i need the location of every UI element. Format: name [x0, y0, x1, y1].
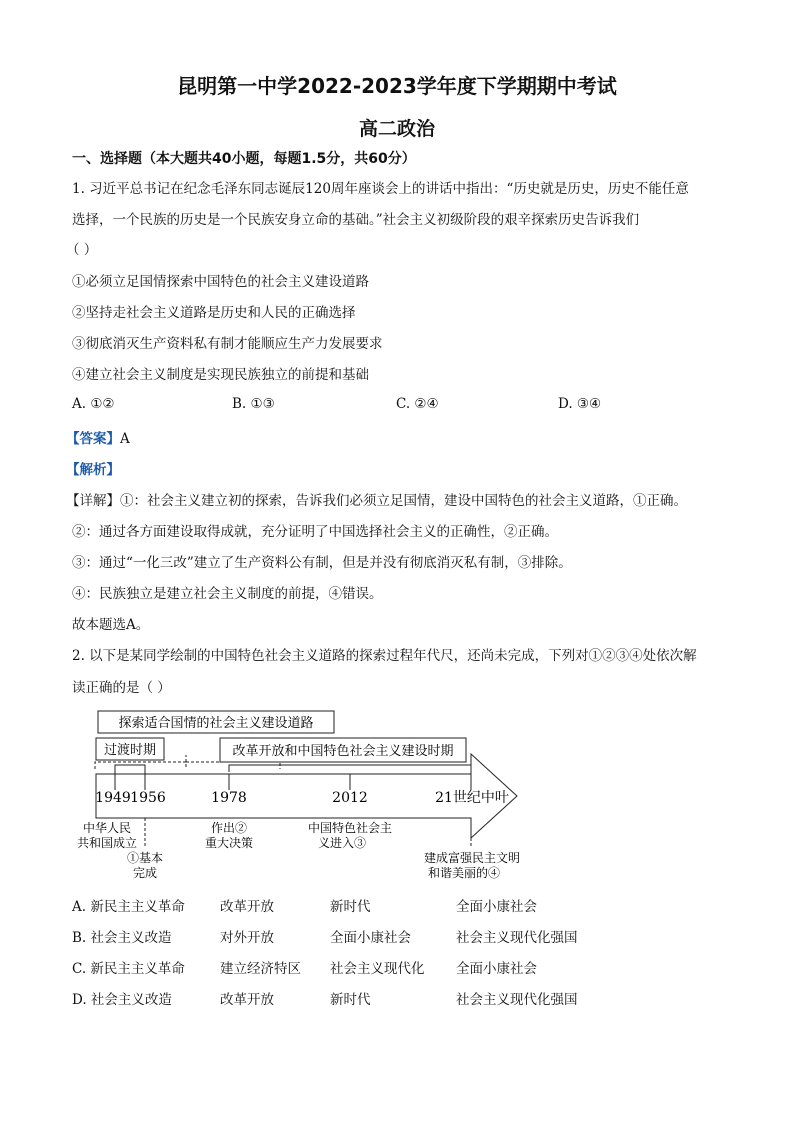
q2-option-a-col2: 改革开放: [220, 899, 274, 915]
q2-option-c-col3: 社会主义现代化: [330, 961, 425, 977]
label-1949-b: 共和国成立: [76, 836, 138, 850]
timeline-box-transition-label: 过渡时期: [103, 743, 157, 758]
q2-option-b-col3: 全面小康社会: [330, 930, 411, 946]
q2-option-d-col3: 新时代: [330, 992, 371, 1008]
q2-stem-line2: 读正确的是（ ）: [72, 680, 171, 696]
q1-item-4: ④建立社会主义制度是实现民族独立的前提和基础: [72, 367, 369, 383]
q2-option-b-col2: 对外开放: [220, 930, 274, 946]
q2-option-c-col4: 全面小康社会: [456, 961, 537, 977]
q2-option-a-col3: 新时代: [330, 899, 371, 915]
q2-option-c-col2: 建立经济特区: [220, 961, 301, 977]
year-1978: 1978: [211, 790, 247, 806]
answer-value: A: [120, 431, 130, 447]
label-1956-a: ①基本: [126, 851, 164, 865]
q1-stem-line1: 1. 习近平总书记在纪念毛泽东同志诞辰120周年座谈会上的讲话中指出：“历史就是历史，历史不能任意: [72, 181, 689, 197]
detail-text: ①：社会主义建立初的探索，告诉我们必须立足国情，建设中国特色的社会主义道路，①正确。: [120, 493, 687, 509]
q1-detail-line4: ④：民族独立是建立社会主义制度的前提，④错误。: [72, 586, 383, 602]
q1-stem-line2: 选择，一个民族的历史是一个民族安身立命的基础。”社会主义初级阶段的艰辛探索历史告诉我们: [72, 212, 640, 228]
q2-option-b-col4: 社会主义现代化强国: [456, 930, 578, 946]
timeline-box-reform-label: 改革开放和中国特色社会主义建设时期: [232, 744, 454, 759]
exam-subtitle: 高二政治: [358, 118, 435, 140]
q1-answer-blank: （ ）: [66, 242, 98, 258]
year-mid-century: 21世纪中叶: [435, 790, 509, 806]
q2-option-d-col4: 社会主义现代化强国: [456, 992, 578, 1008]
label-2012-a: 中国特色社会主: [307, 821, 393, 835]
q2-option-c-col1: C. 新民主主义革命: [72, 961, 185, 977]
answer-tag: 【答案】: [66, 431, 120, 447]
q1-detail-line3: ③：通过“一化三改”建立了生产资料公有制，但是并没有彻底消灭私有制，③排除。: [72, 555, 572, 571]
timeline-box-explore-label: 探索适合国情的社会主义建设道路: [118, 716, 314, 731]
analysis-tag: 【解析】: [66, 462, 120, 478]
q2-stem-line1: 2. 以下是某同学绘制的中国特色社会主义道路的探索过程年代尺，还尚未完成，下列对①②③④处依次解: [72, 648, 697, 664]
label-2012-b: 义进入③: [317, 836, 367, 850]
q1-detail-line2: ②：通过各方面建设取得成就，充分证明了中国选择社会主义的正确性，②正确。: [72, 524, 558, 540]
label-1956-b: 完成: [132, 866, 158, 880]
exam-title: 昆明第一中学2022-2023学年度下学期期中考试: [177, 74, 617, 98]
q2-option-a-col1: A. 新民主主义革命: [72, 899, 185, 915]
q1-conclusion: 故本题选A。: [72, 617, 150, 633]
year-1956: 1956: [130, 790, 166, 806]
section-heading: 一、选择题（本大题共40小题，每题1.5分，共60分）: [72, 151, 416, 167]
q1-item-1: ①必须立足国情探索中国特色的社会主义建设道路: [72, 274, 369, 290]
label-1978-a: 作出②: [210, 821, 248, 835]
q1-option-c: C. ②④: [396, 396, 439, 412]
timeline-bracket-transition: [115, 765, 145, 774]
year-2012: 2012: [332, 790, 368, 806]
detail-tag: 【详解】: [66, 493, 120, 509]
q2-option-d-col1: D. 社会主义改造: [72, 992, 172, 1008]
label-1978-b: 重大决策: [204, 836, 254, 850]
q1-option-a: A. ①②: [72, 396, 115, 412]
year-1949: 1949: [95, 790, 131, 806]
label-mid-a: 建成富强民主文明: [423, 851, 521, 865]
q1-item-3: ③彻底消灭生产资料私有制才能顺应生产力发展要求: [72, 336, 383, 352]
label-mid-b: 和谐美丽的④: [427, 866, 501, 880]
q1-item-2: ②坚持走社会主义道路是历史和人民的正确选择: [72, 305, 356, 321]
label-1949-a: 中华人民: [82, 821, 132, 835]
q1-option-d: D. ③④: [558, 396, 602, 412]
q2-option-d-col2: 改革开放: [220, 992, 274, 1008]
q1-option-b: B. ①③: [232, 396, 275, 412]
timeline-bracket-reform: [229, 765, 471, 772]
q2-option-a-col4: 全面小康社会: [456, 899, 537, 915]
q2-option-b-col1: B. 社会主义改造: [72, 930, 172, 946]
